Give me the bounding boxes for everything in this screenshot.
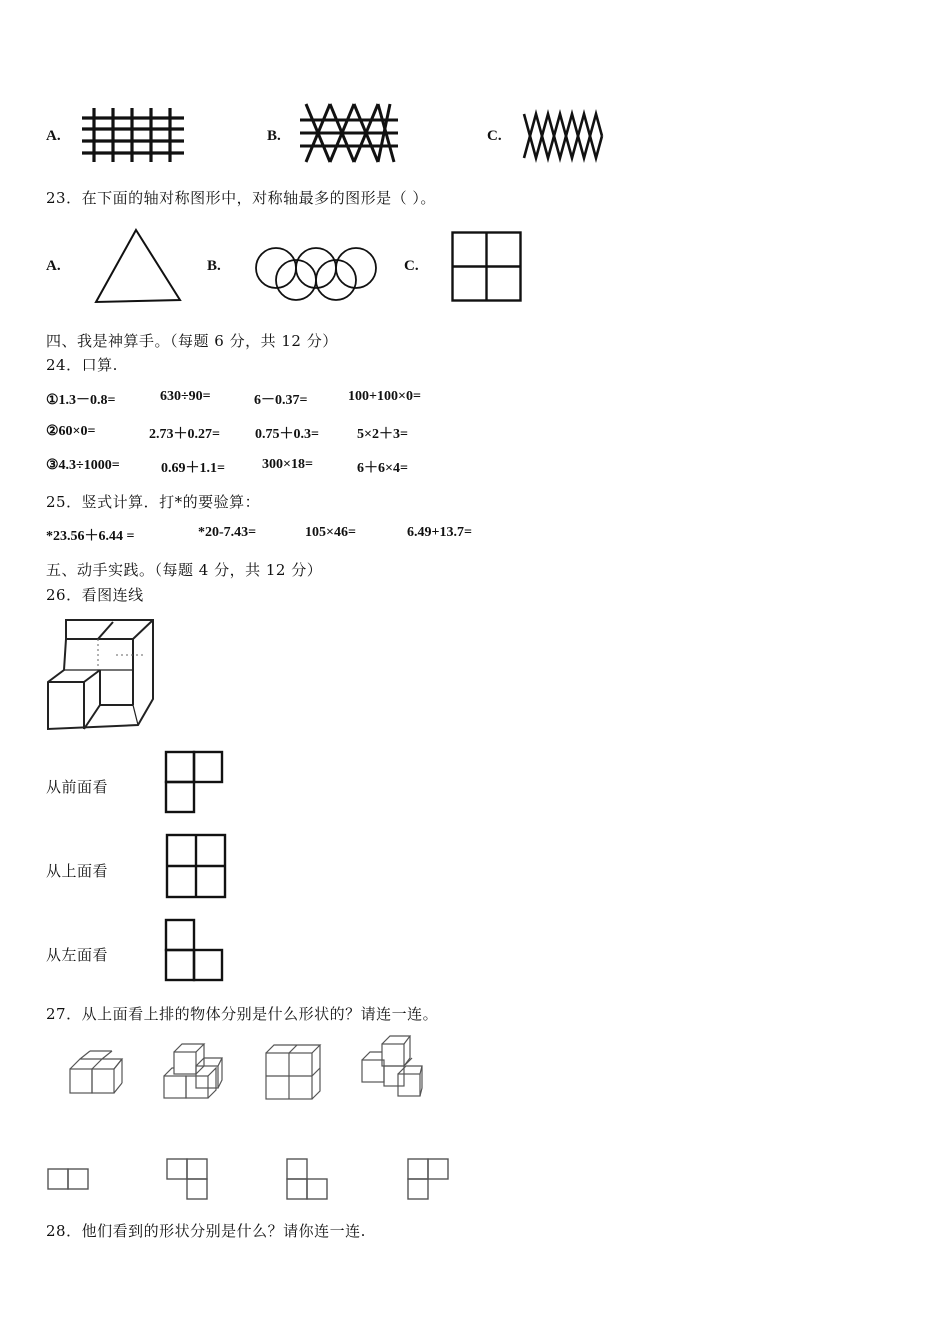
front-view-shape [164,750,224,814]
calc-item: 300×18= [262,457,313,472]
grid-lines-icon [82,108,186,164]
view-left-label: 从左面看 [46,946,109,964]
section-4-heading: 四、我是神算手。（每题 6 分，共 12 分） [46,332,338,350]
calc-item: 630÷90= [160,389,211,404]
q26-title: 26．看图连线 [46,586,144,604]
calc-item: *20-7.43= [198,525,257,540]
q24-row-3 [0,457,950,477]
cube-stack-figure-3 [264,1043,322,1101]
q23-title: 23．在下面的轴对称图形中，对称轴最多的图形是（ ）。 [46,189,436,207]
cube-stack-figure-4 [360,1034,424,1098]
q23-option-b-label: B. [207,258,221,274]
cube-stack-figure-1 [68,1055,124,1097]
q23-option-a-label: A. [46,258,61,274]
calc-item: ②60×0= [46,424,96,439]
section-5-heading: 五、动手实践。（每题 4 分，共 12 分） [46,561,323,579]
calc-item: 2.73＋0.27= [149,427,220,442]
calc-item: 0.75＋0.3= [255,427,319,442]
block-solid-figure [46,617,156,733]
calc-item: 6－0.37= [254,393,308,408]
top-view-shape [165,833,227,899]
option-b-label: B. [267,128,281,144]
q28-title: 28．他们看到的形状分别是什么？请你连一连. [46,1222,366,1240]
q24-row-2 [0,423,950,443]
view-top-label: 从上面看 [46,862,109,880]
olympic-rings-icon [252,246,380,304]
q24-row-1 [0,389,950,409]
calc-item: 0.69＋1.1= [161,461,225,476]
calc-item: 5×2＋3= [357,427,408,442]
plan-shape-1 [47,1168,91,1192]
left-view-shape [164,918,224,982]
q23-option-c-label: C. [404,258,419,274]
plan-shape-3 [286,1158,332,1202]
zigzag-lines-icon [522,110,604,162]
triangle-icon [92,228,184,304]
slanted-cross-lines-icon [300,102,400,164]
q27-title: 27．从上面看上排的物体分别是什么形状的？请连一连。 [46,1005,439,1023]
square-grid-icon [451,231,523,303]
calc-item: *23.56＋6.44 = [46,529,135,544]
plan-shape-4 [407,1158,453,1202]
cube-stack-figure-2 [162,1040,224,1100]
plan-shape-2 [166,1158,212,1202]
calc-item: 6＋6×4= [357,461,408,476]
calc-item: 6.49+13.7= [407,525,472,540]
q25-items [0,525,950,545]
calc-item: 100+100×0= [348,389,421,404]
option-c-label: C. [487,128,502,144]
q25-title: 25．竖式计算．打*的要验算： [46,493,261,511]
view-front-label: 从前面看 [46,778,109,796]
calc-item: 105×46= [305,525,356,540]
q24-title: 24．口算. [46,356,118,374]
calc-item: ③4.3÷1000= [46,458,120,473]
calc-item: ①1.3－0.8= [46,393,116,408]
option-a-label: A. [46,128,61,144]
